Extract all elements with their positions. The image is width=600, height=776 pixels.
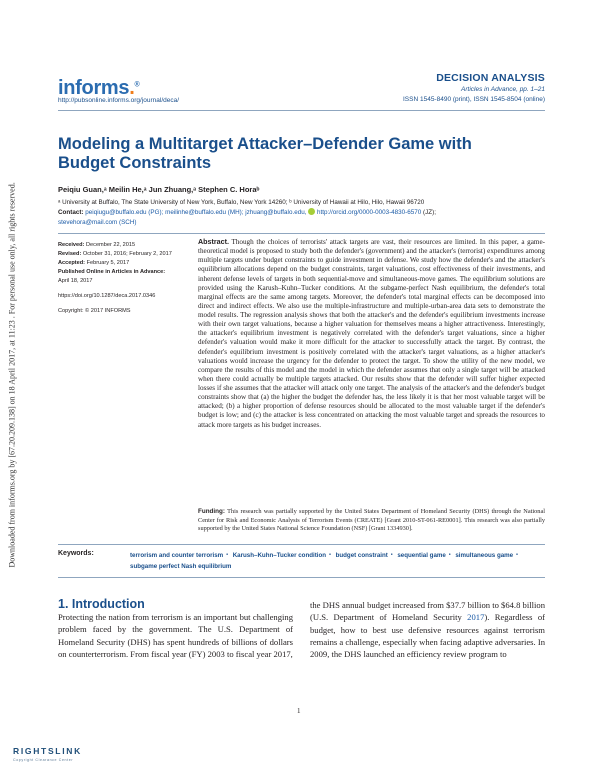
contact-email-hora[interactable]: stevehora@mail.com (SCH) [58,218,137,226]
logo-text: informs [58,77,130,99]
body-column-left: Protecting the nation from terrorism is an important but challenging problem faced by the government. The U.S. Department of Homeland Security (DHS) has spent hundreds of billions of dollars on counterterrorism. From fiscal year (FY) 2003 to fiscal year 2017, [58,612,293,660]
keywords-list [130,550,545,572]
received-row [58,241,193,250]
revised-row [58,250,193,259]
journal-name: DECISION ANALYSIS [436,72,545,84]
keyword[interactable]: terrorism and counter terrorism [130,552,224,559]
keyword[interactable]: subgame perfect Nash equilibrium [130,563,232,570]
issn-line: ISSN 1545-8490 (print), ISSN 1545-8504 (online) [403,96,545,103]
logo-dot: . [129,77,135,99]
funding-note [198,508,545,534]
keyword-separator: • [390,552,393,558]
revised-label: Revised: [58,251,82,257]
accepted-label: Accepted: [58,260,86,266]
article-title: Modeling a Multitarget Attacker–Defender Game with Budget Constraints [58,135,472,172]
doi-link[interactable]: https://doi.org/10.1287/deca.2017.0346 [58,293,156,299]
keyword-separator: • [448,552,451,558]
contact-initials: (JZ); [423,209,436,216]
rightslink-tagline: Copyright Clearance Center [13,758,74,762]
keyword-separator: • [516,552,518,558]
funding-label: Funding: [198,508,225,515]
abstract-text: Though the choices of terrorists' attack targets are vast, their resources are limited. In this paper, a game-theoretical model is proposed to study both the defender's (government) and the attacker's (terrorist) expenditures among multiple targets under budget constraints to guide investment in defense. We study how the defender's and the attacker's equilibrium allocations depend on the budget constraints, target valuations, cost effectiveness of their investments, and inherent defense levels of targets in both sequential-move and simultaneous-move games. The equilibrium solutions are provided using the Karush–Kuhn–Tucker conditions. At the subgame-perfect Nash equilibrium, the defender's total marginal effects are the same among targets. Moreover, the defender's total marginal effects can be decomposed into direct and indirect effects. We also use the multiple-infrastructure and multiple-urban-area data sets to demonstrate the model results. The regression analysis shows that both the attacker's and the defender's equilibrium investments increase with their own target valuations, because a higher valuation for themselves means a higher attractiveness. Interestingly, the attacker's equilibrium investment is negatively correlated with the defender's target valuations, since a higher defender's valuation would make it more difficult for the attacker to successfully attack the target. By contrast, the defender's equilibrium investment is positively correlated with the attacker's target valuations, as a higher attacker's valuations would increase the urgency for the defender to protect the target. To show the utility of the new model, we compare the results of this model and the model in which the defender assumes that only a single target will be attacked when there could actually be multiple targets attacked. Our results show that the defender will suffer higher expected losses if she assumes that the attacker will attack only one target. The analysis of the attacker's and the defender's budget constraints show that (a) the higher the budget the defender has, the less likely it is that her most valuable target will be attacked; (b) a higher proportion of defense resources should be allocated to the most valuable target if the defender's budget is low; and (c) the attacker is less concentrated on attacking the most valuable target and spreads the resources to attack more targets as his budget increases. [198,238,545,429]
articles-in-advance: Articles in Advance, pp. 1–21 [461,86,545,93]
abstract-label: Abstract. [198,238,229,246]
keywords-bottom-divider [58,577,545,578]
keyword-separator: • [226,552,228,558]
trademark-mark: ® [134,81,140,89]
citation-link[interactable]: 2017 [467,612,485,623]
affiliations: ᵃ University at Buffalo, The State University of New York, Buffalo, New York 14260; ᵇ University of Hawaii at Hilo, Hilo, Hawaii 96720 [58,199,425,206]
copyright: Copyright: © 2017 INFORMS [58,308,131,314]
received-label: Received: [58,242,85,248]
article-history [58,241,193,316]
header-divider [58,110,545,111]
funding-text: This research was partially supported by the United States Department of Homeland Security (DHS) through the National Center for Risk and Economic Analysis of Terrorism Events (CREATE) [Grant 2010-ST-061-RE0001]. This research was also partially supported by the United States National Science Foundation (NSF) [Grant 1334930]. [198,508,545,533]
rightslink-logo[interactable]: RIGHTSLINK [13,746,82,756]
download-notice: Downloaded from informs.org by [67.20.209.138] on 18 April 2017, at 11:23 . For personal use only, all rights reserved. [7,182,17,568]
page-number: 1 [297,707,301,715]
keyword-separator: • [329,552,331,558]
keyword[interactable]: Karush–Kuhn–Tucker condition [232,552,327,559]
abstract [198,238,545,430]
contact-block [58,208,548,227]
body-text: ). Regardless of budget, how to best use defensive resources against terrorism remains a challenge, especially when facing adaptive adversaries. In 2009, the DHS launched an efficiency review program to [310,612,545,660]
author-list: Peiqiu Guan,ᵃ Meilin He,ᵃ Jun Zhuang,ᵃ Stephen C. Horaᵇ [58,185,260,194]
accepted-date: February 5, 2017 [86,260,130,266]
keyword[interactable]: simultaneous game [455,552,514,559]
keyword[interactable]: sequential game [397,552,446,559]
section-heading: 1. Introduction [58,597,145,611]
published-label: Published Online in Articles in Advance: [58,269,166,275]
body-column-right [310,599,545,661]
body-text: the DHS annual budget increased from $37.7 billion to $64.8 billion (U.S. Department of Homeland Security [310,600,545,623]
orcid-link[interactable]: http://orcid.org/0000-0003-4830-6570 [316,209,422,216]
keywords-label: Keywords: [58,550,94,557]
published-date: April 18, 2017 [58,278,93,284]
contact-emails[interactable]: peiqiugu@buffalo.edu (PG); meilinhe@buffalo.edu (MH); jzhuang@buffalo.edu, [85,209,307,216]
revised-dates: October 31, 2016; February 2, 2017 [82,251,172,257]
accepted-row [58,259,193,268]
published-row [58,268,193,286]
received-date: December 22, 2015 [86,242,136,248]
contact-label: Contact: [58,209,84,216]
keyword[interactable]: budget constraint [335,552,388,559]
keywords-top-divider [58,544,545,545]
orcid-icon[interactable] [308,208,315,215]
journal-url-link[interactable]: http://pubsonline.informs.org/journal/deca/ [58,97,180,104]
meta-divider [58,233,545,234]
